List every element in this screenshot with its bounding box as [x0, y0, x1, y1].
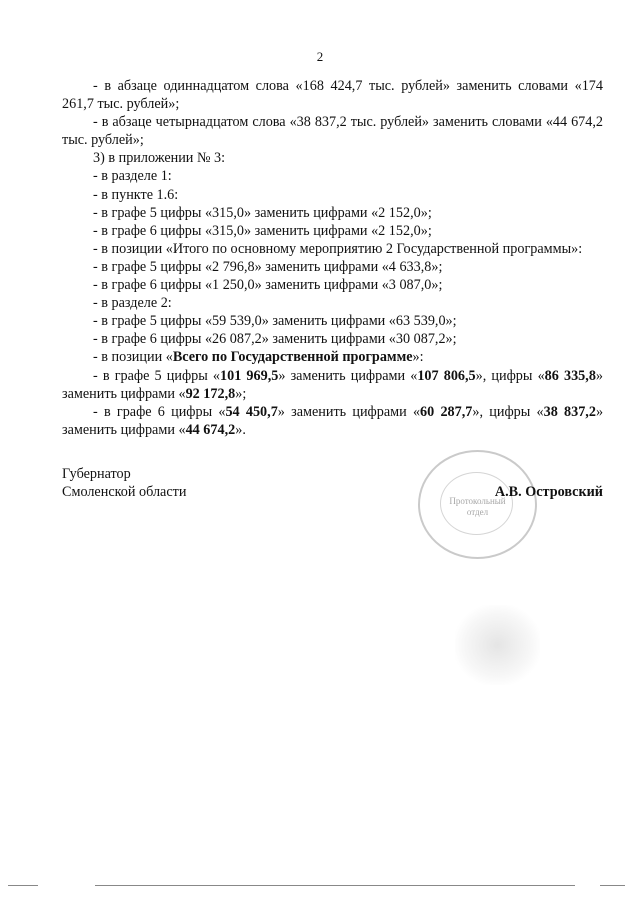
paragraph-13: - в графе 6 цифры «26 087,2» заменить цифрами «30 087,2»; — [93, 331, 457, 348]
signatory-name: А.В. Островский — [494, 484, 603, 500]
bottom-rule — [600, 885, 625, 886]
bleed-through-blot — [455, 605, 540, 685]
bottom-rule — [95, 885, 575, 886]
paragraph-8: - в позиции «Итого по основному мероприятию 2 Государственной программы»: — [93, 240, 583, 257]
paragraph-4: - в разделе 1: — [93, 168, 172, 185]
paragraph-12: - в графе 5 цифры «59 539,0» заменить цифрами «63 539,0»; — [93, 313, 457, 330]
paragraph-9: - в графе 5 цифры «2 796,8» заменить цифрами «4 633,8»; — [93, 258, 443, 275]
paragraph-11: - в разделе 2: — [93, 295, 172, 312]
paragraph-7: - в графе 6 цифры «315,0» заменить цифрами «2 152,0»; — [93, 222, 432, 239]
signature-block — [62, 465, 603, 585]
paragraph-column-6: - в графе 6 цифры «54 450,7» заменить цифрами «60 287,7», цифры «38 837,2» заменить цифрами «44 674,2». — [62, 403, 604, 438]
bottom-rule — [8, 885, 38, 886]
paragraph-6: - в графе 5 цифры «315,0» заменить цифрами «2 152,0»; — [93, 204, 432, 221]
paragraph-total-position: - в позиции «Всего по Государственной программе»: — [93, 349, 424, 366]
paragraph-3: 3) в приложении № 3: — [93, 150, 226, 167]
paragraph-column-5: - в графе 5 цифры «101 969,5» заменить цифрами «107 806,5», цифры «86 335,8» заменить цифрами «92 172,8»; — [62, 367, 604, 402]
paragraph-5: - в пункте 1.6: — [93, 186, 179, 203]
paragraph-10: - в графе 6 цифры «1 250,0» заменить цифрами «3 087,0»; — [93, 277, 443, 294]
document-body — [62, 77, 603, 439]
stamp-text: Протокольный отдел — [449, 496, 506, 517]
paragraph-1: - в абзаце одиннадцатом слова «168 424,7 тыс. рублей» заменить словами «174 261,7 тыс. рублей»; — [62, 78, 603, 113]
paragraph-2: - в абзаце четырнадцатом слова «38 837,2 тыс. рублей» заменить словами «44 674,2 тыс. рублей»; — [62, 114, 603, 149]
signatory-title: Губернатор Смоленской области — [62, 466, 187, 500]
page-number: 2 — [316, 49, 324, 64]
